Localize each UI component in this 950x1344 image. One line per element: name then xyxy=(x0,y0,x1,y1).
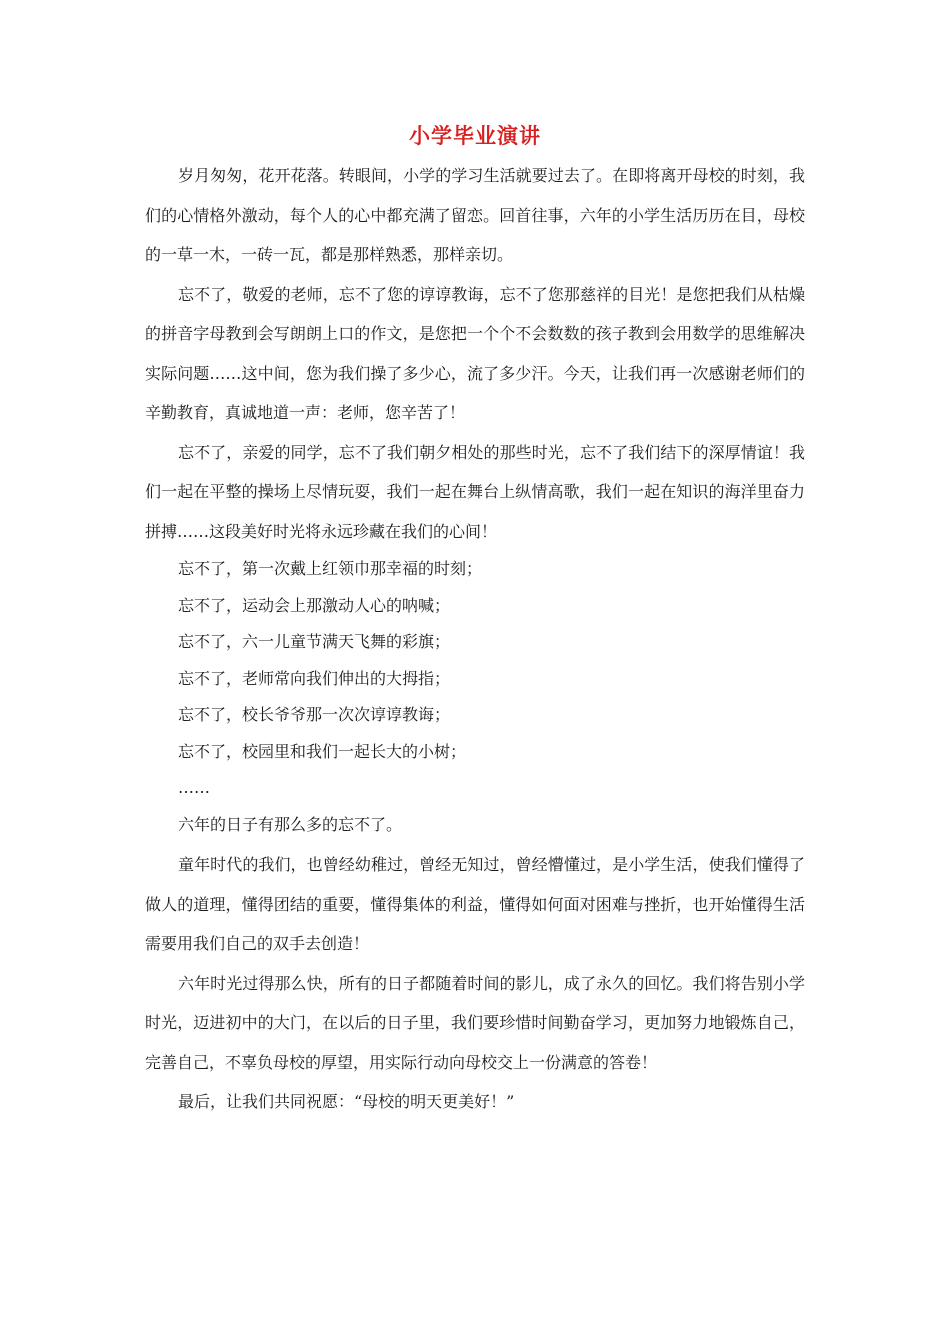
document-body xyxy=(145,120,805,1122)
memory-line-principal: 忘不了，校长爷爷那一次次谆谆教诲； xyxy=(178,705,451,724)
paragraph-wish: 最后，让我们共同祝愿：“母校的明天更美好！” xyxy=(178,1092,515,1111)
ellipsis-line: …… xyxy=(178,778,210,797)
paragraph-so-many-memories: 六年的日子有那么多的忘不了。 xyxy=(178,814,403,834)
paragraph-teachers: 忘不了，敬爱的老师，忘不了您的谆谆教诲，忘不了您那慈祥的目光！是您把我们从枯燥的拼音字母教到会写朗朗上口的作文，是您把一个个不会数数的孩子教到会用数学的思维解决实际问题……这中间，您为我们操了多少心，流了多少汗。今天，让我们再一次感谢老师们的辛勤教育，真诚地道一声：老师，您辛苦了！ xyxy=(145,284,805,422)
paragraph-intro: 岁月匆匆，花开花落。转眼间，小学的学习生活就要过去了。在即将离开母校的时刻，我们的心情格外激动，每个人的心中都充满了留恋。回首往事，六年的小学生活历历在目，母校的一草一木，一砖一瓦，都是那样熟悉，那样亲切。 xyxy=(145,166,805,264)
memory-line-little-tree: 忘不了，校园里和我们一起长大的小树； xyxy=(178,741,467,761)
document-title: 小学毕业演讲 xyxy=(409,123,541,148)
paragraph-farewell: 六年时光过得那么快，所有的日子都随着时间的影儿，成了永久的回忆。我们将告别小学时光，迈进初中的大门，在以后的日子里，我们要珍惜时间勤奋学习，更加努力地锻炼自己，完善自己，不辜负母校的厚望，用实际行动向母校交上一份满意的答卷！ xyxy=(145,973,805,1072)
paragraph-childhood: 童年时代的我们，也曾经幼稚过，曾经无知过，曾经懵懂过，是小学生活，使我们懂得了做人的道理，懂得团结的重要，懂得集体的利益，懂得如何面对困难与挫折，也开始懂得生活需要用我们自己的双手去创造！ xyxy=(145,855,805,953)
memory-line-sports-meet: 忘不了，运动会上那激动人心的呐喊； xyxy=(178,595,451,615)
memory-line-red-scarf: 忘不了，第一次戴上红领巾那幸福的时刻； xyxy=(178,559,483,578)
memory-line-childrens-day: 忘不了，六一儿童节满天飞舞的彩旗； xyxy=(178,632,451,651)
paragraph-classmates: 忘不了，亲爱的同学，忘不了我们朝夕相处的那些时光，忘不了我们结下的深厚情谊！我们一起在平整的操场上尽情玩耍，我们一起在舞台上纵情高歌，我们一起在知识的海洋里奋力拼搏……这段美好时光将永远珍藏在我们的心间！ xyxy=(145,442,805,541)
memory-line-thumbs-up: 忘不了，老师常向我们伸出的大拇指； xyxy=(178,668,451,688)
